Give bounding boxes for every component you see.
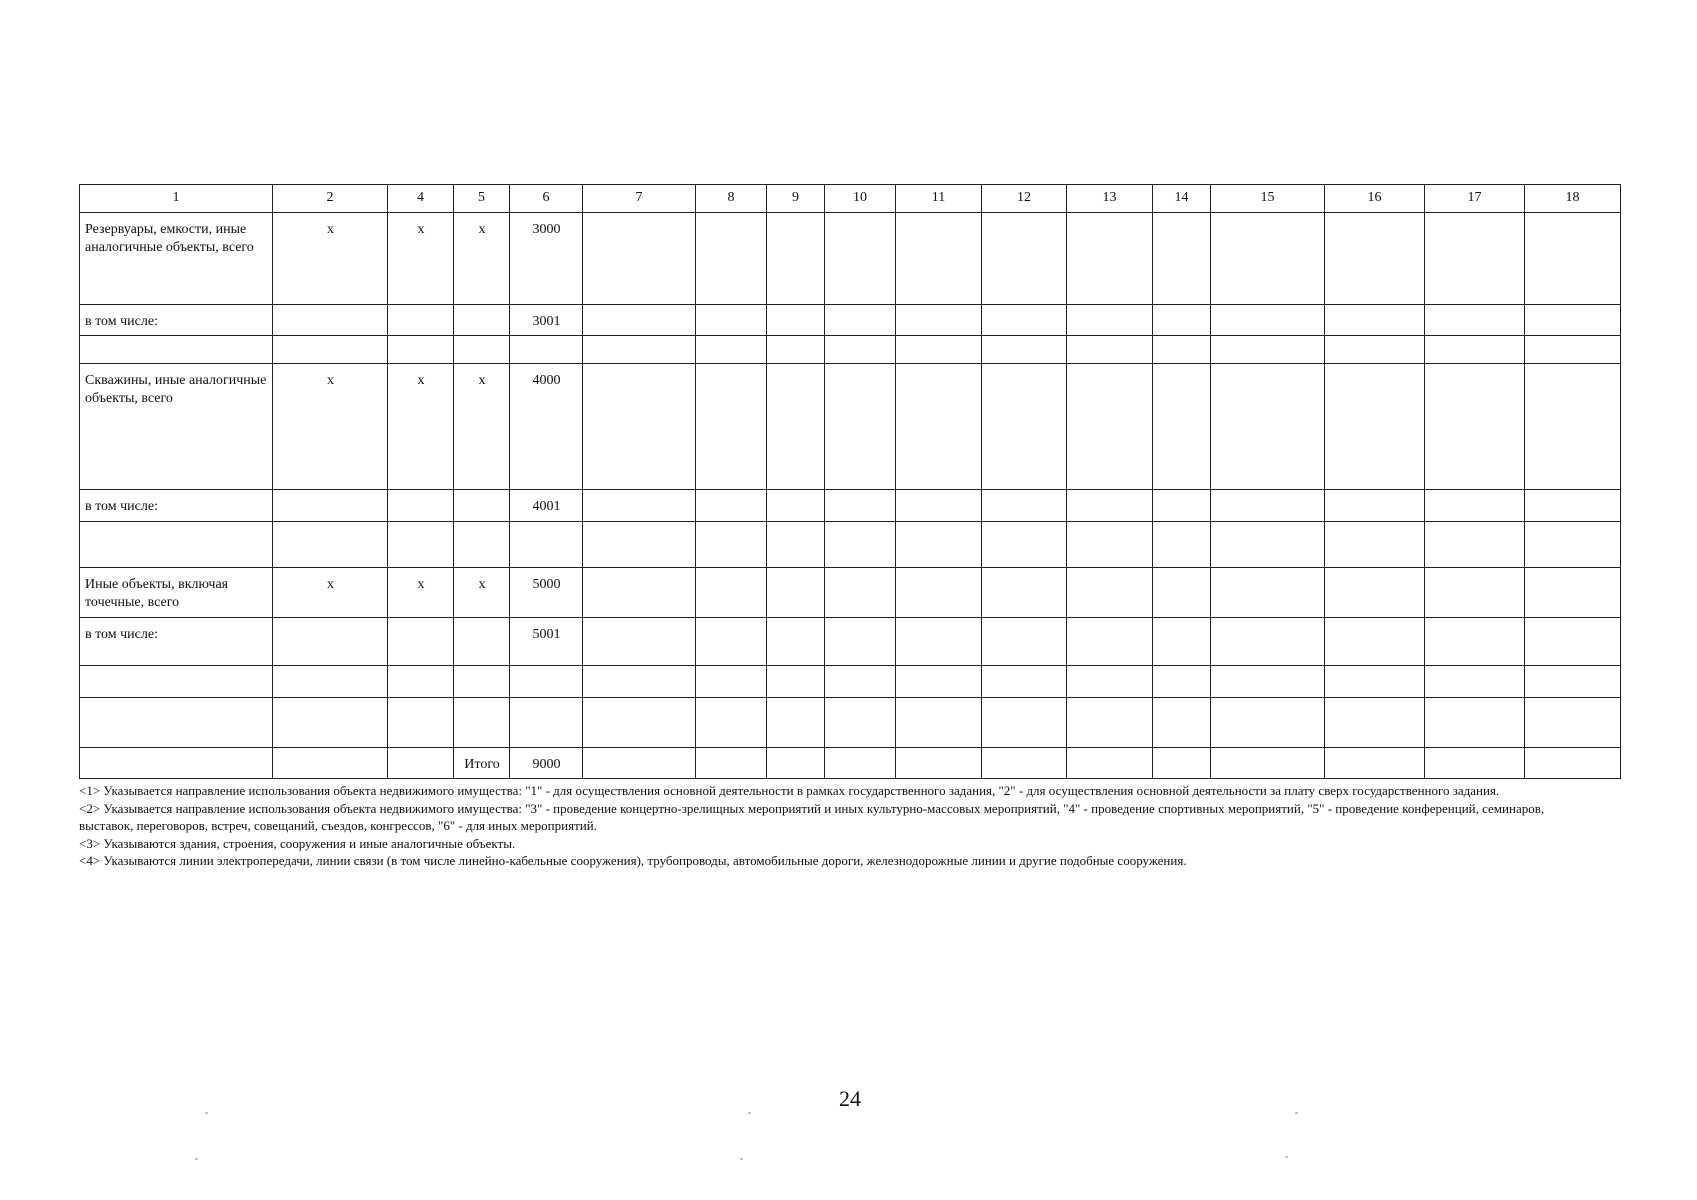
empty-cell [1525, 213, 1621, 305]
empty-cell [896, 490, 982, 522]
col5-cell: x [454, 364, 510, 490]
empty-cell [583, 213, 696, 305]
empty-cell [896, 522, 982, 568]
row-name-cell: в том числе: [80, 618, 273, 666]
empty-cell [583, 568, 696, 618]
empty-cell [1325, 490, 1425, 522]
empty-cell [696, 698, 767, 748]
empty-cell [583, 490, 696, 522]
footnote-2: <2> Указывается направление использования объекта недвижимого имущества: "3" - проведение концертно-зрелищных мероприятий и иных культурно-массовых мероприятий, "4" - проведение спортивных мероприятий, "5" - проведение конференций, семинаров, выставок, переговоров, встреч, совещаний, съездов, конгрессов, "6" - для иных мероприятий. [79, 800, 1545, 833]
empty-cell [1525, 522, 1621, 568]
empty-cell [982, 698, 1067, 748]
table-row [80, 618, 1621, 666]
empty-cell [1425, 568, 1525, 618]
empty-cell [767, 618, 825, 666]
empty-cell [825, 336, 896, 364]
footnote-1: <1> Указывается направление использования объекта недвижимого имущества: "1" - для осуществления основной деятельности в рамках государственного задания, "2" - для осуществления основной деятельности за плату сверх государственного задания. [79, 783, 1500, 798]
col4-cell: x [388, 213, 454, 305]
col5-cell: Итого [454, 748, 510, 779]
empty-cell [1325, 305, 1425, 336]
col4-cell [388, 522, 454, 568]
empty-cell [1153, 336, 1211, 364]
col5-cell: x [454, 568, 510, 618]
row-code-cell: 4000 [510, 364, 583, 490]
column-header: 4 [388, 185, 454, 213]
empty-cell [1525, 618, 1621, 666]
empty-cell [1325, 364, 1425, 490]
col4-cell [388, 666, 454, 698]
empty-cell [696, 748, 767, 779]
col5-cell [454, 336, 510, 364]
column-header: 16 [1325, 185, 1425, 213]
empty-cell [583, 305, 696, 336]
empty-cell [1425, 698, 1525, 748]
empty-cell [1153, 490, 1211, 522]
column-header: 2 [273, 185, 388, 213]
scan-speck [740, 1158, 743, 1160]
empty-cell [583, 336, 696, 364]
empty-cell [1325, 666, 1425, 698]
col5-cell [454, 618, 510, 666]
table-body [80, 185, 1621, 779]
empty-cell [825, 698, 896, 748]
empty-cell [825, 748, 896, 779]
empty-cell [1067, 522, 1153, 568]
empty-cell [982, 748, 1067, 779]
empty-cell [982, 490, 1067, 522]
column-header: 11 [896, 185, 982, 213]
empty-cell [825, 522, 896, 568]
col2-cell [273, 490, 388, 522]
column-header: 15 [1211, 185, 1325, 213]
empty-cell [767, 698, 825, 748]
col5-cell: x [454, 213, 510, 305]
empty-cell [825, 490, 896, 522]
row-code-cell: 3001 [510, 305, 583, 336]
empty-cell [1525, 305, 1621, 336]
empty-cell [1067, 748, 1153, 779]
table-row [80, 666, 1621, 698]
empty-cell [1211, 213, 1325, 305]
empty-cell [767, 364, 825, 490]
empty-cell [1211, 618, 1325, 666]
empty-cell [1153, 666, 1211, 698]
empty-cell [1325, 522, 1425, 568]
col2-cell: x [273, 364, 388, 490]
empty-cell [583, 666, 696, 698]
empty-cell [896, 568, 982, 618]
empty-cell [767, 748, 825, 779]
row-code-cell [510, 336, 583, 364]
empty-cell [583, 618, 696, 666]
page-number: 24 [839, 1086, 861, 1111]
empty-cell [896, 213, 982, 305]
table-row [80, 213, 1621, 305]
empty-cell [896, 618, 982, 666]
empty-cell [825, 305, 896, 336]
col4-cell [388, 490, 454, 522]
empty-cell [1525, 666, 1621, 698]
empty-cell [982, 305, 1067, 336]
empty-cell [1525, 568, 1621, 618]
empty-cell [896, 666, 982, 698]
row-code-cell [510, 666, 583, 698]
empty-cell [696, 364, 767, 490]
row-code-cell: 5000 [510, 568, 583, 618]
table-row [80, 568, 1621, 618]
scan-speck [748, 1112, 751, 1114]
row-name-cell [80, 666, 273, 698]
empty-cell [825, 618, 896, 666]
col2-cell: x [273, 568, 388, 618]
empty-cell [1211, 666, 1325, 698]
empty-cell [1425, 490, 1525, 522]
empty-cell [1525, 748, 1621, 779]
row-code-cell: 3000 [510, 213, 583, 305]
col4-cell [388, 698, 454, 748]
empty-cell [896, 336, 982, 364]
empty-cell [767, 490, 825, 522]
empty-cell [696, 213, 767, 305]
table-row [80, 698, 1621, 748]
row-name-cell: в том числе: [80, 305, 273, 336]
col2-cell [273, 748, 388, 779]
empty-cell [767, 213, 825, 305]
column-header: 5 [454, 185, 510, 213]
col4-cell: x [388, 568, 454, 618]
empty-cell [1211, 364, 1325, 490]
row-name-cell [80, 336, 273, 364]
empty-cell [583, 748, 696, 779]
empty-cell [982, 618, 1067, 666]
table-row [80, 490, 1621, 522]
col2-cell [273, 618, 388, 666]
empty-cell [1211, 568, 1325, 618]
empty-cell [982, 522, 1067, 568]
empty-cell [982, 568, 1067, 618]
empty-cell [1211, 305, 1325, 336]
row-name-cell: Иные объекты, включая точечные, всего [80, 568, 273, 618]
empty-cell [1325, 748, 1425, 779]
scan-speck [195, 1158, 198, 1160]
empty-cell [982, 364, 1067, 490]
table-row [80, 522, 1621, 568]
row-code-cell [510, 698, 583, 748]
empty-cell [1153, 698, 1211, 748]
col4-cell [388, 336, 454, 364]
col5-cell [454, 698, 510, 748]
column-header: 6 [510, 185, 583, 213]
empty-cell [982, 336, 1067, 364]
empty-cell [696, 568, 767, 618]
empty-cell [1153, 568, 1211, 618]
empty-cell [1325, 618, 1425, 666]
empty-cell [1525, 336, 1621, 364]
row-name-cell [80, 698, 273, 748]
empty-cell [1153, 618, 1211, 666]
empty-cell [1325, 698, 1425, 748]
empty-cell [696, 618, 767, 666]
empty-cell [1153, 364, 1211, 490]
empty-cell [583, 364, 696, 490]
empty-cell [1067, 568, 1153, 618]
empty-cell [583, 522, 696, 568]
empty-cell [1325, 568, 1425, 618]
empty-cell [1525, 698, 1621, 748]
empty-cell [1425, 213, 1525, 305]
empty-cell [767, 305, 825, 336]
column-header: 13 [1067, 185, 1153, 213]
empty-cell [825, 364, 896, 490]
empty-cell [982, 666, 1067, 698]
empty-cell [1425, 748, 1525, 779]
empty-cell [1211, 748, 1325, 779]
table-row [80, 305, 1621, 336]
column-header: 10 [825, 185, 896, 213]
property-table [79, 184, 1621, 779]
empty-cell [696, 305, 767, 336]
empty-cell [1211, 698, 1325, 748]
empty-cell [1153, 213, 1211, 305]
empty-cell [1425, 618, 1525, 666]
empty-cell [583, 698, 696, 748]
empty-cell [982, 213, 1067, 305]
row-code-cell [510, 522, 583, 568]
column-header: 8 [696, 185, 767, 213]
scan-speck [1295, 1112, 1298, 1114]
empty-cell [1153, 305, 1211, 336]
row-code-cell: 9000 [510, 748, 583, 779]
empty-cell [1425, 305, 1525, 336]
empty-cell [1067, 490, 1153, 522]
empty-cell [696, 666, 767, 698]
column-header: 1 [80, 185, 273, 213]
column-header: 12 [982, 185, 1067, 213]
col2-cell [273, 336, 388, 364]
empty-cell [1067, 213, 1153, 305]
empty-cell [1325, 213, 1425, 305]
empty-cell [896, 305, 982, 336]
row-code-cell: 5001 [510, 618, 583, 666]
col5-cell [454, 666, 510, 698]
empty-cell [1425, 522, 1525, 568]
col5-cell [454, 522, 510, 568]
column-header: 18 [1525, 185, 1621, 213]
empty-cell [1425, 364, 1525, 490]
empty-cell [825, 568, 896, 618]
row-name-cell [80, 748, 273, 779]
empty-cell [1211, 336, 1325, 364]
col4-cell [388, 748, 454, 779]
col2-cell [273, 305, 388, 336]
empty-cell [1153, 748, 1211, 779]
empty-cell [896, 364, 982, 490]
header-row [80, 185, 1621, 213]
empty-cell [696, 522, 767, 568]
empty-cell [825, 666, 896, 698]
footnote-4: <4> Указываются линии электропередачи, линии связи (в том числе линейно-кабельные сооружения), трубопроводы, автомобильные дороги, железнодорожные линии и другие подобные сооружения. [79, 853, 1187, 868]
empty-cell [767, 522, 825, 568]
row-name-cell [80, 522, 273, 568]
col2-cell [273, 522, 388, 568]
table-row [80, 336, 1621, 364]
scan-speck [205, 1112, 208, 1114]
empty-cell [825, 213, 896, 305]
col4-cell [388, 305, 454, 336]
row-code-cell: 4001 [510, 490, 583, 522]
row-name-cell: в том числе: [80, 490, 273, 522]
row-name-cell: Резервуары, емкости, иные аналогичные объекты, всего [80, 213, 273, 305]
empty-cell [1067, 698, 1153, 748]
empty-cell [767, 336, 825, 364]
empty-cell [896, 698, 982, 748]
empty-cell [1153, 522, 1211, 568]
empty-cell [1211, 522, 1325, 568]
empty-cell [696, 490, 767, 522]
empty-cell [1067, 336, 1153, 364]
empty-cell [696, 336, 767, 364]
empty-cell [767, 666, 825, 698]
empty-cell [1325, 336, 1425, 364]
col2-cell: x [273, 213, 388, 305]
column-header: 9 [767, 185, 825, 213]
col4-cell [388, 618, 454, 666]
empty-cell [1525, 490, 1621, 522]
col4-cell: x [388, 364, 454, 490]
col5-cell [454, 305, 510, 336]
row-name-cell: Скважины, иные аналогичные объекты, всего [80, 364, 273, 490]
column-header: 7 [583, 185, 696, 213]
col5-cell [454, 490, 510, 522]
empty-cell [896, 748, 982, 779]
footnote-3: <3> Указываются здания, строения, сооружения и иные аналогичные объекты. [79, 835, 516, 851]
empty-cell [1067, 618, 1153, 666]
empty-cell [1067, 305, 1153, 336]
column-header: 17 [1425, 185, 1525, 213]
empty-cell [1525, 364, 1621, 490]
empty-cell [1067, 364, 1153, 490]
col2-cell [273, 666, 388, 698]
table-row [80, 364, 1621, 490]
scan-speck [1285, 1156, 1288, 1158]
table-row [80, 748, 1621, 779]
empty-cell [1211, 490, 1325, 522]
footnotes [79, 782, 1599, 870]
column-header: 14 [1153, 185, 1211, 213]
empty-cell [767, 568, 825, 618]
empty-cell [1425, 336, 1525, 364]
empty-cell [1425, 666, 1525, 698]
col2-cell [273, 698, 388, 748]
empty-cell [1067, 666, 1153, 698]
